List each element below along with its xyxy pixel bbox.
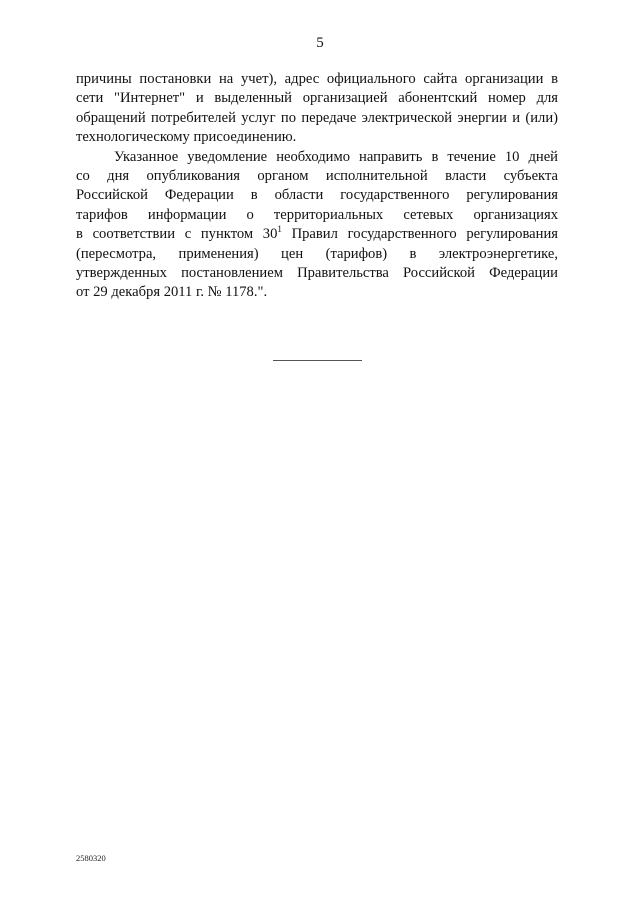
paragraph-1 (76, 70, 558, 148)
document-code: 2580320 (76, 853, 106, 863)
text-segment: Правил государственного регулирования (281, 226, 558, 243)
document-body (76, 70, 558, 303)
paragraph-2 (76, 148, 558, 303)
text-line-with-footnote (76, 225, 558, 244)
text-line: тарифов информации о территориальных сетевых организациях (76, 206, 558, 223)
text-line: причины постановки на учет), адрес официального сайта организации в (76, 71, 558, 87)
text-line: от 29 декабря 2011 г. № 1178.". (76, 284, 268, 301)
text-line: сети "Интернет" и выделенный организацией абонентский номер для (76, 90, 558, 107)
text-segment: в соответствии с пунктом 30 (76, 226, 278, 243)
end-separator-line (273, 360, 362, 361)
text-line: утвержденных постановлением Правительства Российской Федерации (76, 264, 558, 281)
superscript-index: 1 (277, 224, 282, 235)
text-line: технологическому присоединению. (76, 129, 297, 146)
text-line: со дня опубликования органом исполнительной власти субъекта (76, 167, 558, 184)
text-line: Указанное уведомление необходимо направить в течение 10 дней (114, 148, 558, 165)
text-line: (пересмотра, применения) цен (тарифов) в электроэнергетике, (76, 245, 558, 262)
text-line: Российской Федерации в области государственного регулирования (76, 187, 558, 204)
text-line: обращений потребителей услуг по передаче электрической энергии и (или) (76, 109, 558, 126)
page-number: 5 (316, 35, 324, 51)
